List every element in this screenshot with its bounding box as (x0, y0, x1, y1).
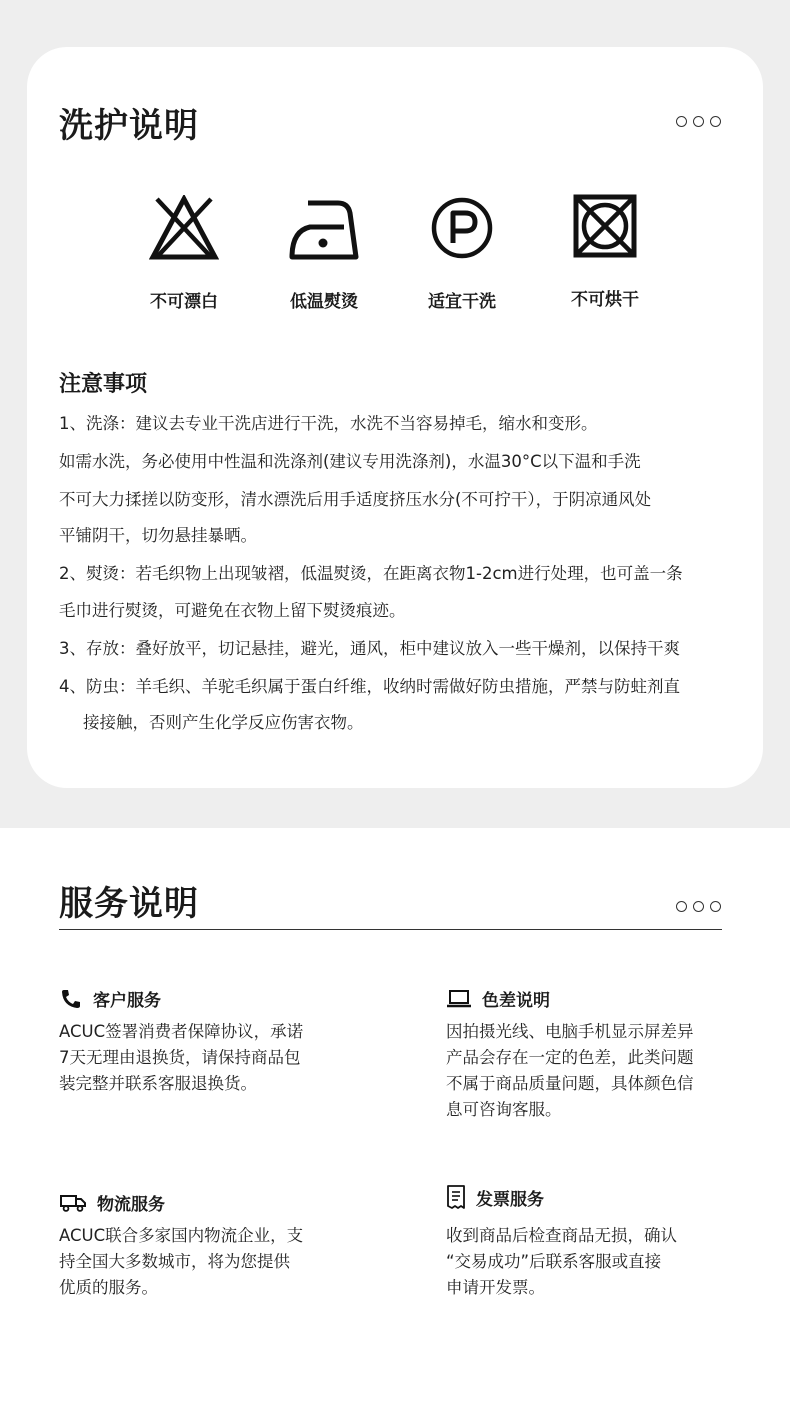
service-text-line: 7天无理由退换货，请保持商品包 (59, 1048, 301, 1067)
service-text-line: 申请开发票。 (446, 1278, 545, 1297)
note-line: 平铺阴干，切勿悬挂暴晒。 (59, 526, 257, 545)
note-line: 3、存放：叠好放平，切记悬挂，避光，通风，柜中建议放入一些干燥剂，以保持干爽 (59, 639, 680, 658)
service-item-color (446, 986, 550, 1011)
dry-clean-p-icon (429, 195, 495, 261)
note-line: 1、洗涤：建议去专业干洗店进行干洗，水洗不当容易掉毛，缩水和变形。 (59, 414, 598, 433)
no-bleach-icon (149, 195, 219, 261)
note-line: 毛巾进行熨烫，可避免在衣物上留下熨烫痕迹。 (59, 601, 406, 620)
service-item-logistics (59, 1190, 165, 1215)
note-line: 2、熨烫：若毛织物上出现皱褶，低温熨烫，在距离衣物1-2cm进行处理，也可盖一条 (59, 564, 683, 583)
service-text-line: 产品会存在一定的色差，此类问题 (446, 1048, 694, 1067)
laptop-icon (446, 989, 472, 1009)
service-item-title: 客户服务 (93, 991, 161, 1011)
more-dots-icon (676, 116, 721, 127)
care-symbol-low-iron (264, 195, 384, 312)
no-tumble-dry-icon (572, 193, 638, 259)
note-line: 如需水洗，务必使用中性温和洗涤剂(建议专用洗涤剂)，水温30°C以下温和手洗 (59, 452, 641, 471)
care-symbol-dry-clean (402, 195, 522, 312)
service-item-title: 色差说明 (482, 991, 550, 1011)
service-text-line: 持全国大多数城市，将为您提供 (59, 1252, 290, 1271)
service-text-line: 装完整并联系客服退换货。 (59, 1074, 257, 1093)
service-item-invoice (446, 1184, 544, 1210)
service-text-line: 收到商品后检查商品无损，确认 (446, 1226, 677, 1245)
care-title: 洗护说明 (59, 106, 199, 146)
service-title: 服务说明 (59, 884, 199, 924)
service-text-line: ACUC签署消费者保障协议，承诺 (59, 1022, 304, 1041)
symbol-label: 适宜干洗 (428, 292, 496, 312)
low-iron-icon (288, 195, 360, 261)
service-item-title: 物流服务 (97, 1195, 165, 1215)
care-symbol-no-tumble-dry (545, 193, 665, 310)
note-line: 不可大力揉搓以防变形，清水漂洗后用手适度挤压水分(不可拧干），于阴凉通风处 (59, 490, 652, 509)
service-text-line: 息可咨询客服。 (446, 1100, 562, 1119)
service-text-line: 因拍摄光线、电脑手机显示屏差异 (446, 1022, 694, 1041)
phone-icon (59, 988, 83, 1010)
truck-icon (59, 1193, 87, 1213)
care-symbol-no-bleach (124, 195, 244, 312)
service-item-title: 发票服务 (476, 1189, 544, 1210)
service-divider (59, 929, 722, 930)
service-text-line: ACUC联合多家国内物流企业，支 (59, 1226, 304, 1245)
service-item-customer (59, 986, 161, 1011)
more-dots-icon (676, 901, 721, 912)
service-text-line: 优质的服务。 (59, 1278, 158, 1297)
service-text-line: “交易成功”后联系客服或直接 (446, 1252, 662, 1271)
symbol-label: 不可烘干 (571, 290, 639, 310)
service-text-line: 不属于商品质量问题，具体颜色信 (446, 1074, 694, 1093)
invoice-icon (446, 1184, 466, 1210)
note-line: 接接触，否则产生化学反应伤害衣物。 (83, 713, 364, 732)
symbol-label: 低温熨烫 (290, 292, 358, 312)
note-line: 4、防虫：羊毛织、羊驼毛织属于蛋白纤维，收纳时需做好防虫措施，严禁与防蛀剂直 (59, 677, 680, 696)
symbol-label: 不可漂白 (150, 292, 218, 312)
notes-title: 注意事项 (59, 372, 148, 397)
